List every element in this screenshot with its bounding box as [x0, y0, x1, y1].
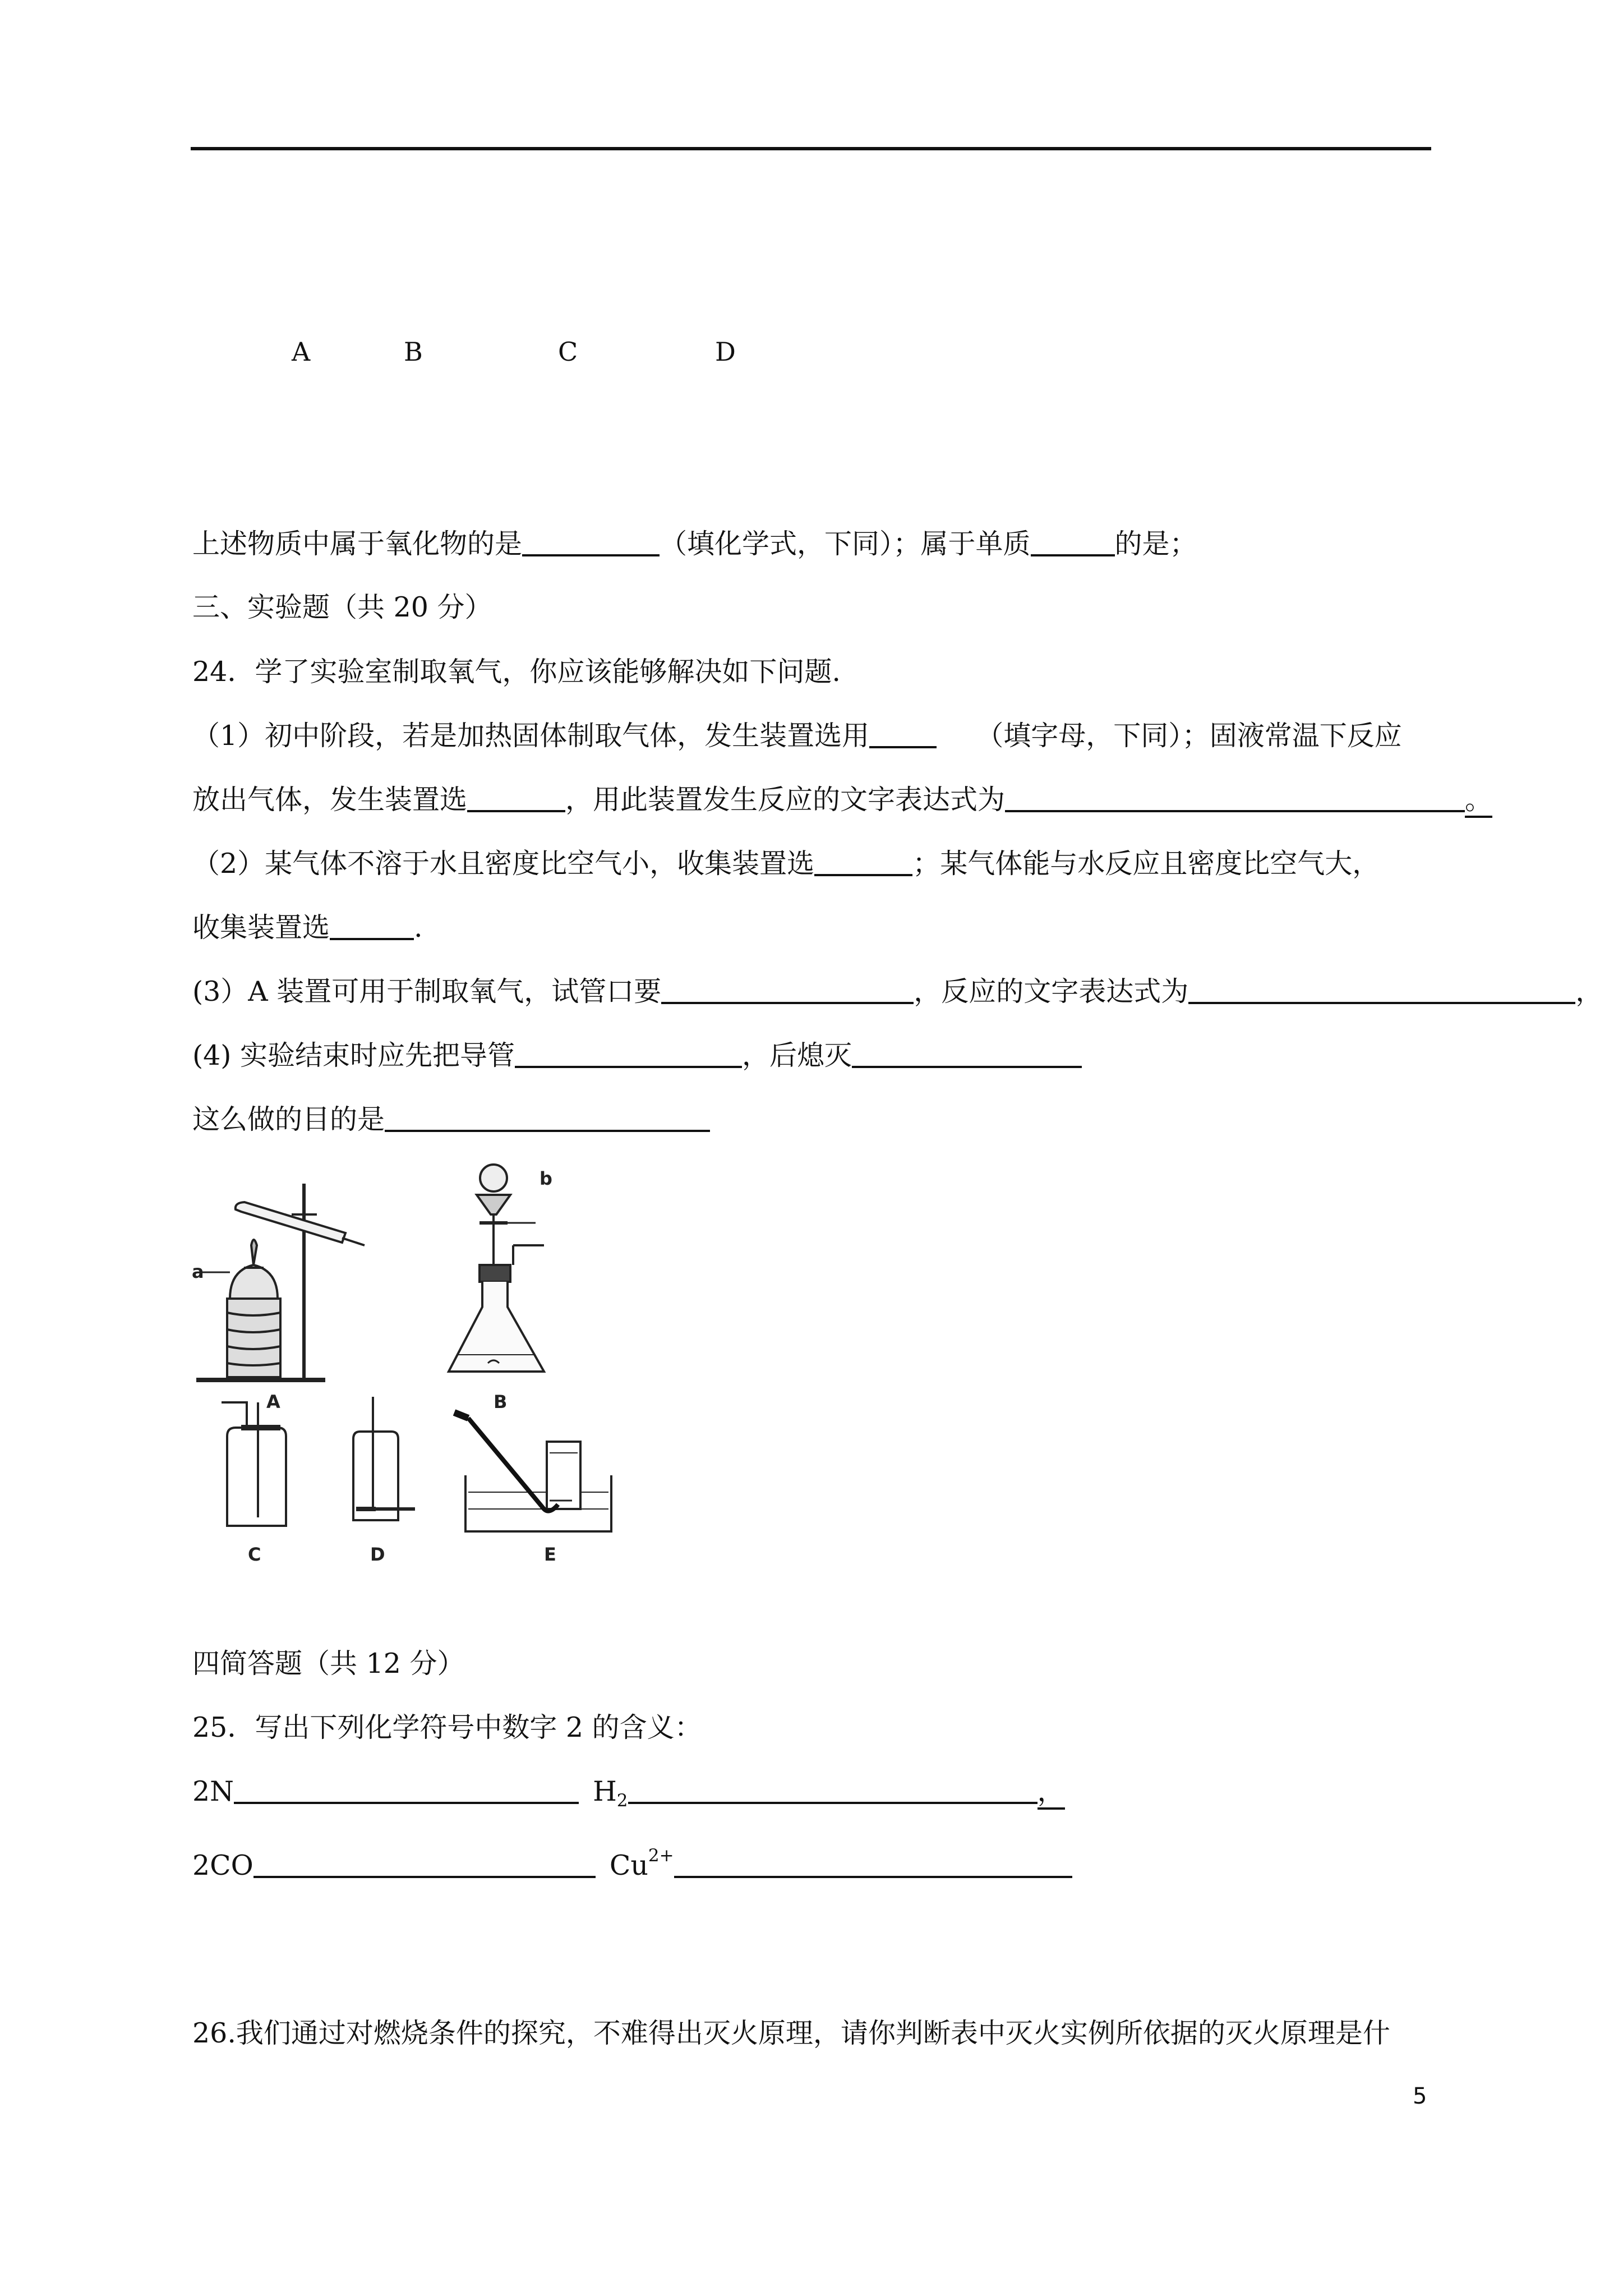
q25-title: 25．写出下列化学符号中数字 2 的含义：: [192, 1711, 702, 1743]
section4-heading: 四简答题（共 12 分）: [192, 1648, 465, 1680]
q24-part2-line1: （2）某气体不溶于水且密度比空气小，收集装置选 ；某气体能与水反应且密度比空气大，: [192, 848, 1380, 880]
device-b-drawing: [449, 1165, 544, 1372]
q24-part2-line2: 收集装置选 .: [192, 912, 423, 944]
formula-h2: $H_2$: [593, 1775, 628, 1811]
q24-part1-line1: （1）初中阶段，若是加热固体制取气体，发生装置选用 （填字母，下同）；固液常温下反应: [192, 720, 1402, 752]
device-d-drawing: [353, 1397, 415, 1520]
blank-2n[interactable]: [234, 1777, 579, 1804]
blank-element[interactable]: [1031, 530, 1115, 556]
blank-tube-action[interactable]: [515, 1041, 742, 1068]
q24-title: 24．学了实验室制取氧气，你应该能够解决如下问题.: [192, 656, 841, 688]
blank-h2[interactable]: [628, 1777, 1038, 1804]
blank-reaction-expression[interactable]: [1005, 785, 1465, 812]
header-rule: [191, 147, 1431, 150]
device-e-drawing: [454, 1412, 611, 1531]
image-label-d: D: [715, 337, 736, 367]
formula-cu2plus: $Cu^{2+}$: [609, 1846, 674, 1881]
q24-part4-line2: 这么做的目的是: [192, 1103, 710, 1137]
blank-oxygen-expression[interactable]: [1188, 977, 1575, 1004]
blank-collect-heavy[interactable]: [330, 913, 414, 940]
lab-apparatus-figure: [185, 1161, 679, 1571]
blank-oxide[interactable]: [522, 530, 660, 556]
section3-heading: 三、实验题（共 20 分）: [192, 591, 492, 623]
image-label-b: B: [404, 337, 423, 367]
q23-tail: 上述物质中属于氧化物的是 （填化学式，下同）；属于单质 的是；: [192, 528, 1197, 560]
blank-collect-light[interactable]: [814, 849, 912, 876]
page-number: 5: [1413, 2083, 1427, 2109]
device-label-d: D: [370, 1544, 385, 1565]
q24-part4-line1: (4) 实验结束时应先把导管 ，后熄灭: [192, 1039, 1082, 1073]
device-label-b: B: [494, 1391, 508, 1412]
device-a-drawing: [196, 1184, 365, 1380]
device-label-c: C: [248, 1544, 261, 1565]
q26-text: 26.我们通过对燃烧条件的探究，不难得出灭火原理，请你判断表中灭火实例所依据的灭火原理是什: [192, 2017, 1390, 2049]
blank-solid-heating-device[interactable]: [869, 721, 937, 748]
blank-solid-liquid-device[interactable]: [467, 785, 565, 812]
blank-2co[interactable]: [253, 1851, 596, 1878]
blank-extinguish[interactable]: [852, 1041, 1082, 1068]
device-c-drawing: [222, 1402, 286, 1526]
device-label-e: E: [544, 1544, 556, 1565]
q25-row1: 2N $H_2$ ，: [192, 1775, 1065, 1811]
blank-cu2plus[interactable]: [674, 1851, 1072, 1878]
blank-tube-mouth[interactable]: [661, 977, 914, 1004]
image-label-a: A: [292, 337, 311, 367]
q24-part1-line2: 放出气体，发生装置选 ，用此装置发生反应的文字表达式为 。: [192, 783, 1492, 817]
q24-part3: (3）A 装置可用于制取氧气，试管口要 ，反应的文字表达式为 ，: [192, 976, 1603, 1007]
device-b-mark-b: b: [540, 1168, 552, 1189]
device-a-mark-a: a: [192, 1261, 204, 1282]
q25-row2: 2CO $Cu^{2+}$: [192, 1839, 1072, 1883]
image-label-c: C: [558, 337, 578, 367]
device-label-a: A: [266, 1391, 280, 1412]
blank-purpose[interactable]: [385, 1105, 710, 1132]
